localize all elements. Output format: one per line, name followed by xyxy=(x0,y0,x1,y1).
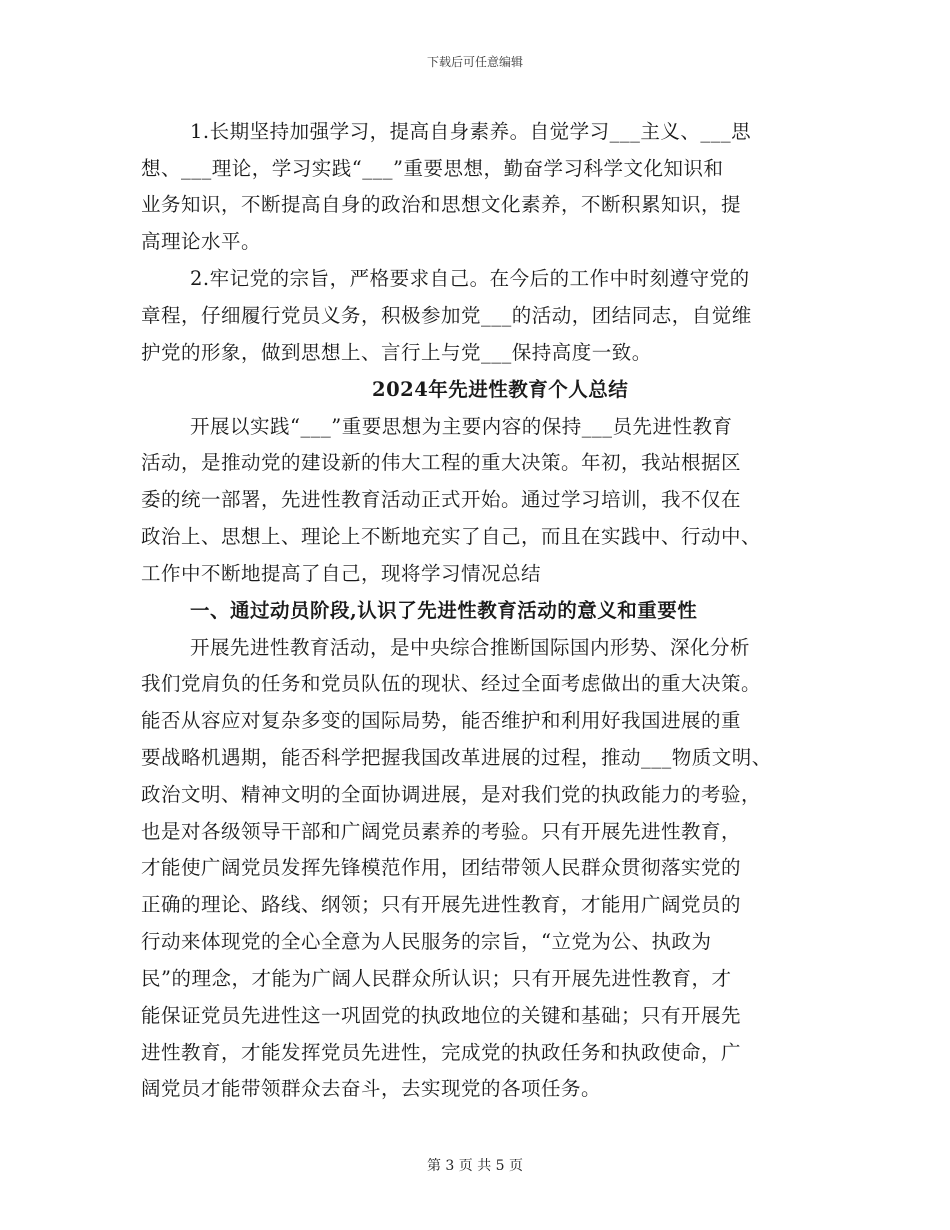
page-header: 下载后可任意编辑 xyxy=(426,55,523,69)
intro-line-5: 工作中不断地提高了自己，现将学习情况总结 xyxy=(141,562,542,585)
body-line-11: 能保证党员先进性这一巩固党的执政地位的关键和基础；只有开展先 xyxy=(141,1004,742,1027)
intro-line-1: 开展以实践“___”重要思想为主要内容的保持___员先进性教育 xyxy=(190,415,733,438)
document-title: 2024年先进性教育个人总结 xyxy=(372,378,629,401)
body-line-8: 正确的理论、路线、纲领；只有开展先进性教育，才能用广阔党员的 xyxy=(141,893,742,916)
section1-line-4: 高理论水平。 xyxy=(141,230,262,253)
intro-line-2: 活动，是推动党的建设新的伟大工程的重大决策。年初，我站根据区 xyxy=(141,451,742,474)
intro-line-4: 政治上、思想上、理论上不断地充实了自己，而且在实践中、行动中、 xyxy=(141,525,762,548)
section1-line-2: 想、___理论，学习实践“___”重要思想，勤奋学习科学文化知识和 xyxy=(141,157,724,180)
body-line-3: 能否从容应对复杂多变的国际局势，能否维护和利用好我国进展的重 xyxy=(141,709,742,732)
body-line-5: 政治文明、精神文明的全面协调进展，是对我们党的执政能力的考验， xyxy=(141,783,762,806)
body-line-2: 我们党肩负的任务和党员队伍的现状、经过全面考虑做出的重大决策。 xyxy=(141,672,762,695)
body-line-6: 也是对各级领导干部和广阔党员素养的考验。只有开展先进性教育， xyxy=(141,820,742,843)
body-line-12: 进性教育，才能发挥党员先进性，完成党的执政任务和执政使命，广 xyxy=(141,1041,742,1064)
body-line-10: 民”的理念，才能为广阔人民群众所认识；只有开展先进性教育，才 xyxy=(141,967,732,990)
section-heading-1: 一、通过动员阶段,认识了先进性教育活动的意义和重要性 xyxy=(190,599,698,622)
section1-line-3: 业务知识，不断提高自身的政治和思想文化素养，不断积累知识，提 xyxy=(141,193,742,216)
body-line-7: 才能使广阔党员发挥先锋模范作用，团结带领人民群众贯彻落实党的 xyxy=(141,856,742,879)
section2-line-3: 护党的形象，做到思想上、言行上与党___保持高度一致。 xyxy=(141,341,652,364)
section2-line-1: 2.牢记党的宗旨，严格要求自己。在今后的工作中时刻遵守党的 xyxy=(190,267,750,290)
body-line-9: 行动来体现党的全心全意为人民服务的宗旨，“立党为公、执政为 xyxy=(141,930,712,953)
section2-line-2: 章程，仔细履行党员义务，积极参加党___的活动，团结同志，自觉维 xyxy=(141,304,752,327)
body-line-4: 要战略机遇期，能否科学把握我国改革进展的过程，推动___物质文明、 xyxy=(141,746,772,769)
body-line-13: 阔党员才能带领群众去奋斗，去实现党的各项任务。 xyxy=(141,1077,602,1100)
page-footer: 第 3 页 共 5 页 xyxy=(426,1158,524,1174)
intro-line-3: 委的统一部署，先进性教育活动正式开始。通过学习培训，我不仅在 xyxy=(141,488,742,511)
section1-line-1: 1.长期坚持加强学习，提高自身素养。自觉学习___主义、___思 xyxy=(190,120,752,143)
body-line-1: 开展先进性教育活动，是中央综合推断国际国内形势、深化分析 xyxy=(190,636,751,659)
